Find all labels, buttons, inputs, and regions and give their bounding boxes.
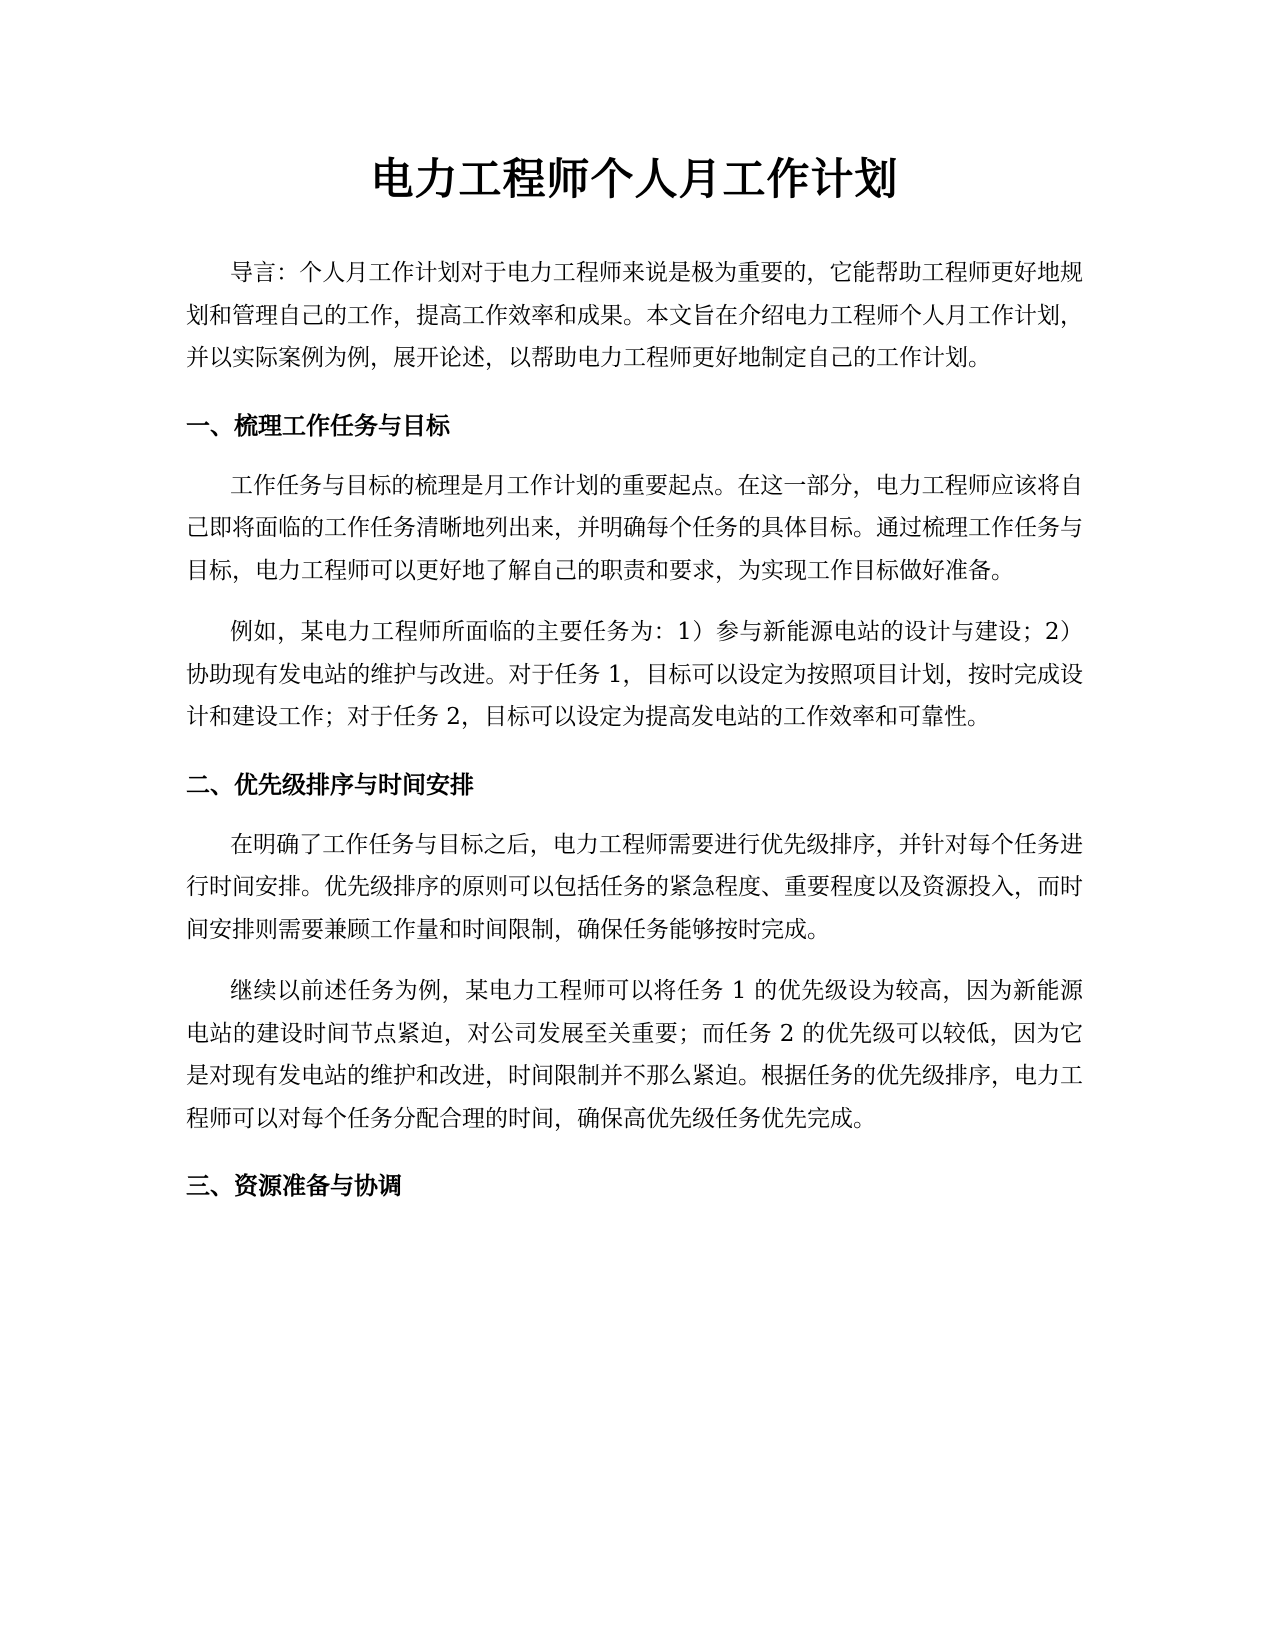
section-resources [186, 1166, 1083, 1206]
body-paragraph: 继续以前述任务为例，某电力工程师可以将任务 1 的优先级设为较高，因为新能源电站的建设时间节点紧迫，对公司发展至关重要；而任务 2 的优先级可以较低，因为它是对现有发电站的维护和改进，时间限制并不那么紧迫。根据任务的优先级排序，电力工程师可以对每个任务分配合理的时间，确保高优先级任务优先完成。 [186, 978, 1083, 1132]
intro-paragraph: 导言：个人月工作计划对于电力工程师来说是极为重要的，它能帮助工程师更好地规划和管理自己的工作，提高工作效率和成果。本文旨在介绍电力工程师个人月工作计划，并以实际案例为例，展开论述，以帮助电力工程师更好地制定自己的工作计划。 [186, 260, 1083, 371]
section-priority-schedule [186, 765, 1083, 1141]
body-paragraph: 工作任务与目标的梳理是月工作计划的重要起点。在这一部分，电力工程师应该将自己即将面临的工作任务清晰地列出来，并明确每个任务的具体目标。通过梳理工作任务与目标，电力工程师可以更好地了解自己的职责和要求，为实现工作目标做好准备。 [186, 472, 1083, 584]
section-heading: 三、资源准备与协调 [186, 1172, 402, 1200]
section-heading: 一、梳理工作任务与目标 [186, 411, 450, 440]
section-task-goals [186, 406, 1083, 739]
document-title: 电力工程师个人月工作计划 [370, 155, 899, 205]
body-paragraph: 例如，某电力工程师所面临的主要任务为：1）参与新能源电站的设计与建设；2）协助现有发电站的维护与改进。对于任务 1，目标可以设定为按照项目计划，按时完成设计和建设工作；对于任务 2，目标可以设定为提高发电站的工作效率和可靠性。 [186, 619, 1083, 730]
body-paragraph: 在明确了工作任务与目标之后，电力工程师需要进行优先级排序，并针对每个任务进行时间安排。优先级排序的原则可以包括任务的紧急程度、重要程度以及资源投入，而时间安排则需要兼顾工作量和时间限制，确保任务能够按时完成。 [186, 831, 1083, 943]
section-heading: 二、优先级排序与时间安排 [186, 770, 474, 799]
